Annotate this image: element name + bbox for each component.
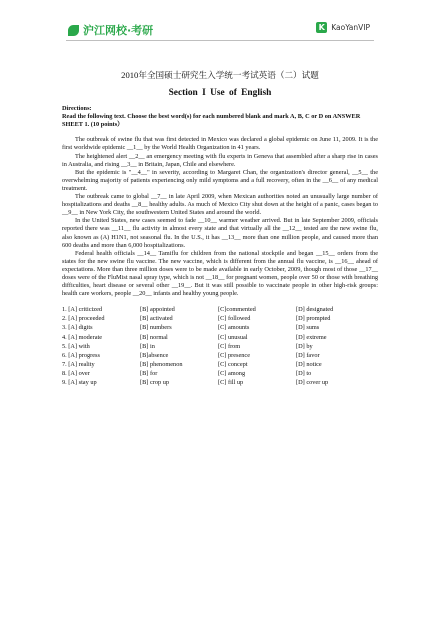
option-c: [C] among [218, 369, 246, 377]
leaf-icon [68, 25, 79, 36]
option-b: [B] phenomenon [140, 360, 183, 368]
option-d: [D] cover up [296, 379, 329, 386]
option-a: 6. [A] progress [62, 351, 100, 359]
option-d: [D] by [296, 342, 313, 350]
option-c: [C] fill up [218, 379, 244, 386]
option-d: [D] notice [296, 360, 322, 368]
passage-paragraph: Federal health officials __14__ Tamiflu for children from the national stockpile and began __15__ orders from the states for the new swine flu vaccine. The new vaccine, which is different from the annual flu vaccine, is __16__ ahead of expectations. More than three million doses were to be made available in early October, 2009, though most of those __17__ doses were of the FluMist nasal spray type, which is not __18__ for pregnant women, people over 50 or those with breathing difficulties, heart disease or several other __19__. But it was still possible to vaccinate people in other high-risk groups: health care workers, people __20__ infants and healthy young people. [62, 249, 378, 298]
option-a: 2. [A] proceeded [62, 315, 105, 323]
option-a: 9. [A] stay up [62, 379, 97, 386]
option-d: [D] extreme [296, 333, 327, 341]
option-a: 3. [A] digits [62, 324, 93, 332]
option-a: 8. [A] over [62, 369, 90, 377]
option-c: [C] unusual [218, 333, 248, 341]
right-brand-text: KaoYanVIP [331, 23, 370, 32]
header-divider [66, 40, 374, 41]
option-d: [D] to [296, 369, 312, 377]
k-logo-icon: K [316, 22, 327, 33]
exam-title: 2010年全国硕士研究生入学统一考试英语（二）试题 [121, 70, 319, 80]
option-b: [B] activated [140, 315, 173, 323]
option-a: 1. [A] criticized [62, 306, 103, 314]
section-heading: Section I Use of English [168, 88, 272, 98]
page-header [0, 0, 440, 44]
option-c: [C] presence [218, 351, 250, 359]
option-d: [D] favor [296, 351, 320, 359]
option-c: [C] concept [218, 360, 248, 368]
passage-paragraph: The heightened alert __2__ an emergency meeting with flu experts in Geneva that assembled after a sharp rise in cases in Australia, and rising __3__ in Britain, Japan, Chile and elsewhere. [62, 152, 378, 168]
option-a: 5. [A] with [62, 342, 90, 350]
option-b: [B] crop up [140, 379, 170, 386]
option-c: [C] from [218, 342, 241, 350]
option-b: [B] numbers [140, 324, 172, 332]
kaoyanvip-logo [316, 22, 370, 33]
passage-paragraph: The outbreak came to global __7__ in late April 2009, when Mexican authorities noted an unusually large number of hospitalizations and deaths __8__ healthy adults. As much of Mexico City shut down at the height of a panic, cases began to __9__ in New York City, the southwestern United States and around the world. [62, 193, 378, 217]
directions-label: Directions: [62, 105, 92, 113]
option-b: [B] in [140, 342, 155, 350]
option-b: [B] for [140, 369, 158, 377]
directions-text: Read the following text. Choose the best word(s) for each numbered blank and mark A, B, C or D on ANSWER SHEET 1. (10 points） [62, 113, 361, 129]
option-b: [B] appointed [140, 306, 175, 314]
exam-document [62, 70, 378, 387]
left-brand-text: 沪江网校·考研 [83, 24, 154, 37]
option-c: [C]commented [218, 306, 256, 314]
option-d: [D] designated [296, 306, 334, 314]
option-c: [C] amounts [218, 324, 250, 332]
passage-paragraph: The outbreak of swine flu that was first detected in Mexico was declared a global epidemic on June 11, 2009. It is the first worldwide epidemic __1__ by the World Health Organization in 41 years. [62, 136, 378, 152]
option-d: [D] sums [296, 324, 320, 332]
option-a: 4. [A] moderate [62, 333, 103, 341]
option-c: [C] followed [218, 315, 251, 323]
passage-paragraph: In the United States, new cases seemed to fade __10__ warmer weather arrived. But in late September 2009, officials reported there was __11__ flu activity in almost every state and that virtually all the __12__ tested are the new swine flu, also known as (A) H1N1, not seasonal flu. In the U.S., it has __13__ more than one million people, and caused more than 600 deaths and more than 6,000 hospitalizations. [62, 217, 378, 249]
option-d: [D] prompted [296, 315, 331, 323]
answer-options [62, 306, 378, 387]
option-b: [B]absence [140, 351, 169, 359]
option-b: [B] normal [140, 333, 168, 341]
hujiang-logo [68, 22, 153, 38]
option-a: 7. [A] reality [62, 360, 95, 368]
passage-paragraph: But the epidemic is "__4__" in severity, according to Margaret Chan, the organization's director general, __5__ the overwhelming majority of patients experiencing only mild symptoms and a full recovery, often in the __6__ of any medical treatment. [62, 168, 378, 192]
